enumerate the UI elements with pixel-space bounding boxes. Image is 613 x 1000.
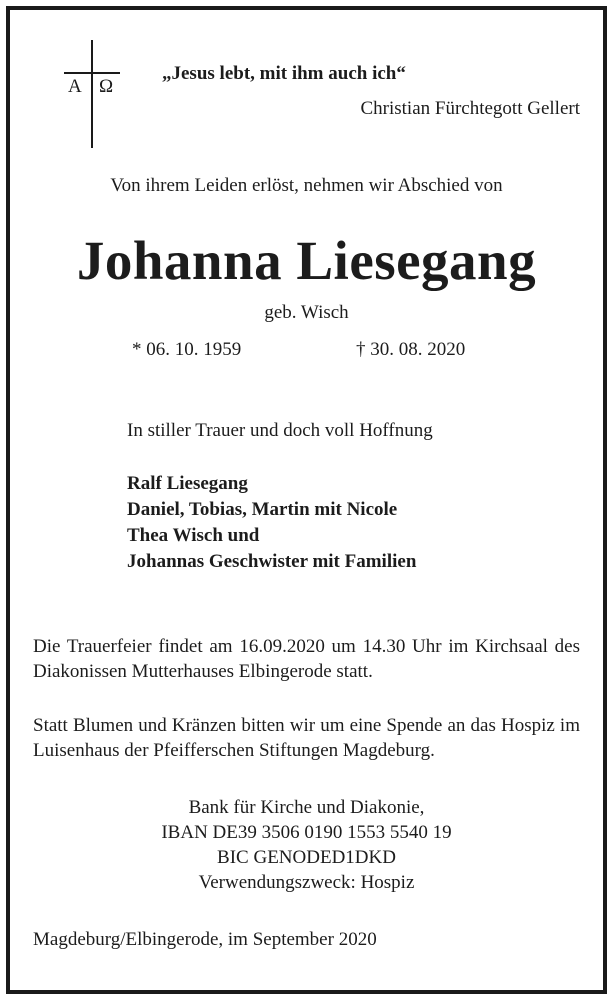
quote-text: „Jesus lebt, mit ihm auch ich“ — [162, 63, 406, 84]
bank-purpose: Verwendungszweck: Hospiz — [198, 872, 415, 893]
deceased-name: Johanna Liesegang — [76, 230, 537, 291]
bank-bic: BIC GENODED1DKD — [217, 847, 396, 868]
alpha-symbol: A — [68, 76, 82, 97]
funeral-notice: Die Trauerfeier findet am 16.09.2020 um 14.30 Uhr im Kirchsaal des Diakonissen Mutterhauses Elbingerode statt. — [33, 636, 580, 682]
intro-text: Von ihrem Leiden erlöst, nehmen wir Abschied von — [110, 175, 503, 196]
mourner-name: Johannas Geschwister mit Familien — [127, 551, 417, 572]
death-date: † 30. 08. 2020 — [356, 339, 466, 360]
mourners-list — [127, 471, 416, 575]
omega-symbol: Ω — [99, 76, 114, 97]
mourning-line: In stiller Trauer und doch voll Hoffnung — [127, 420, 433, 441]
bank-details — [0, 795, 613, 895]
place-and-date: Magdeburg/Elbingerode, im September 2020 — [33, 929, 377, 950]
mourner-name: Daniel, Tobias, Martin mit Nicole — [127, 499, 398, 520]
quote-author: Christian Fürchtegott Gellert — [360, 98, 580, 119]
bank-name: Bank für Kirche und Diakonie, — [188, 797, 425, 818]
mourner-name: Thea Wisch und — [127, 525, 260, 546]
birth-date: * 06. 10. 1959 — [132, 339, 242, 360]
maiden-name: geb. Wisch — [264, 302, 349, 323]
bank-iban: IBAN DE39 3506 0190 1553 5540 19 — [161, 822, 452, 843]
mourner-name: Ralf Liesegang — [127, 473, 248, 494]
cross-vertical-bar — [91, 40, 93, 148]
cross-horizontal-bar — [64, 72, 120, 74]
donation-notice: Statt Blumen und Kränzen bitten wir um eine Spende an das Hospiz im Luisenhaus der Pfeifferschen Stiftungen Magdeburg. — [33, 715, 580, 761]
